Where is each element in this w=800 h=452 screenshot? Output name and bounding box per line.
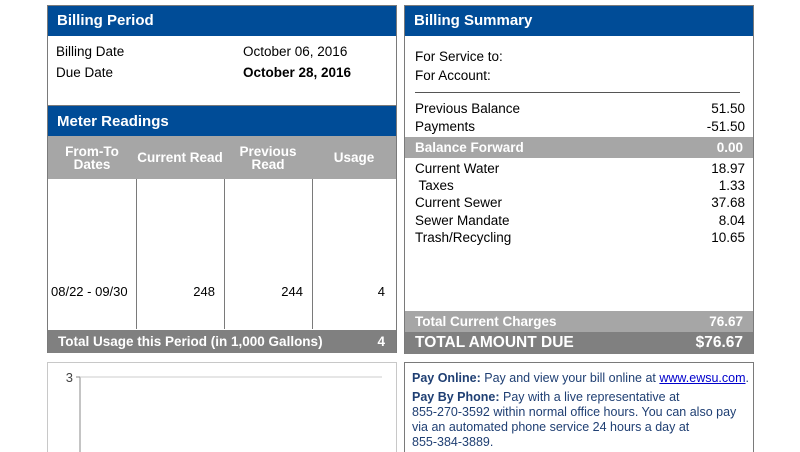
- charge-amount: 10.65: [711, 230, 745, 245]
- pay-phone-line-3: via an automated phone service 24 hours a day at: [412, 420, 690, 434]
- previous-balance-amount: 51.50: [711, 101, 745, 116]
- balance-forward-amount: 0.00: [716, 140, 743, 155]
- usage-chart-svg: [48, 363, 398, 452]
- payments-amount: -51.50: [706, 119, 745, 134]
- total-current-charges-bar: [405, 311, 753, 332]
- charge-row: [415, 229, 745, 246]
- total-usage-label: Total Usage this Period (in 1,000 Gallons): [58, 334, 323, 349]
- column-divider: [136, 179, 137, 329]
- charge-label: Taxes: [415, 178, 454, 193]
- charge-label: Trash/Recycling: [415, 230, 512, 245]
- charge-amount: 37.68: [711, 195, 745, 210]
- billing-summary-title: Billing Summary: [405, 6, 753, 36]
- total-amount-due-label: TOTAL AMOUNT DUE: [415, 334, 574, 351]
- billing-date-label: Billing Date: [56, 44, 125, 59]
- charge-row: [415, 194, 745, 211]
- payment-info-panel: [404, 362, 754, 452]
- billing-summary-panel: [404, 5, 754, 354]
- meter-readings-header: [48, 136, 396, 179]
- total-amount-due-value: $76.67: [695, 334, 743, 351]
- ewsu-link[interactable]: www.ewsu.com: [659, 371, 746, 385]
- col-current-header: Current Read: [137, 150, 223, 165]
- payments-label: Payments: [415, 119, 476, 134]
- service-to-label: For Service to:: [415, 49, 503, 64]
- previous-balance-row: [415, 100, 745, 117]
- balance-forward-bar: [405, 137, 753, 158]
- pay-phone-line-1: Pay with a live representative at: [503, 390, 680, 404]
- charge-amount: 1.33: [718, 178, 745, 193]
- col-previous-header: Previous Read: [239, 143, 297, 172]
- pay-online-label: Pay Online:: [412, 371, 481, 385]
- total-usage-value: 4: [377, 334, 385, 349]
- meter-readings-title: Meter Readings: [48, 106, 396, 136]
- row-usage: 4: [377, 284, 385, 299]
- row-current-read: 248: [193, 284, 215, 299]
- chart-y-tick-label: 3: [65, 370, 73, 385]
- pay-phone-line-4: 855-384-3889.: [412, 435, 494, 449]
- pay-online-period: .: [745, 371, 749, 385]
- col-dates-header: From-To Dates: [65, 143, 119, 172]
- due-date-value: October 28, 2016: [243, 65, 352, 80]
- charge-label: Current Water: [415, 161, 500, 176]
- account-label: For Account:: [415, 68, 491, 83]
- row-dates: 08/22 - 09/30: [51, 284, 128, 299]
- billing-date-value: October 06, 2016: [243, 44, 348, 59]
- total-current-charges-amount: 76.67: [709, 314, 743, 329]
- summary-divider: [415, 92, 740, 93]
- total-current-charges-label: Total Current Charges: [415, 314, 557, 329]
- charge-label: Sewer Mandate: [415, 213, 510, 228]
- column-divider: [312, 179, 313, 329]
- pay-phone-label: Pay By Phone:: [412, 390, 500, 404]
- charge-amount: 18.97: [711, 161, 745, 176]
- payments-row: [415, 118, 745, 135]
- billing-period-panel: [47, 5, 397, 106]
- charge-row: [415, 212, 745, 229]
- pay-online-text: [412, 371, 753, 386]
- pay-phone-text: [412, 390, 753, 450]
- usage-chart: [47, 362, 397, 452]
- charge-row: [415, 160, 745, 177]
- total-amount-due-bar: [405, 332, 753, 354]
- charge-label: Current Sewer: [415, 195, 503, 210]
- pay-online-desc: Pay and view your bill online at: [484, 371, 656, 385]
- billing-period-title: Billing Period: [48, 6, 396, 36]
- due-date-label: Due Date: [56, 65, 114, 80]
- previous-balance-label: Previous Balance: [415, 101, 521, 116]
- column-divider: [224, 179, 225, 329]
- charge-amount: 8.04: [718, 213, 745, 228]
- col-usage-header: Usage: [333, 150, 375, 165]
- row-previous-read: 244: [281, 284, 303, 299]
- balance-forward-label: Balance Forward: [415, 140, 524, 155]
- meter-readings-panel: [47, 105, 397, 353]
- pay-phone-line-2: 855-270-3592 within normal office hours. You can also pay: [412, 405, 737, 419]
- charge-row: [415, 177, 745, 194]
- total-usage-bar: [48, 330, 396, 353]
